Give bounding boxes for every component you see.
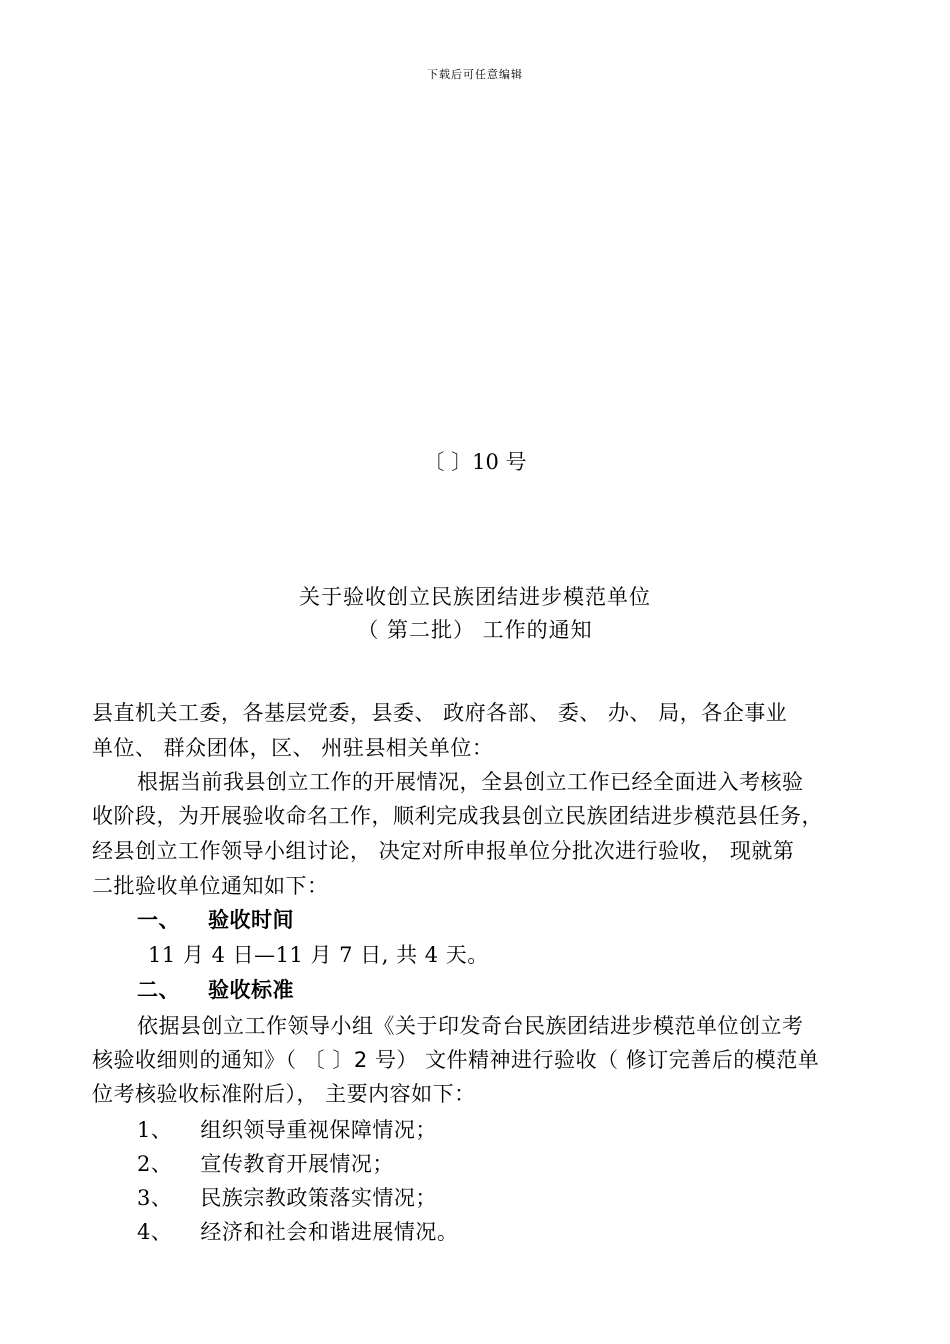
document-number: 〔 〕10 号 [423, 450, 527, 474]
list-item-text: 经济和社会和谐进展情况。 [200, 1220, 459, 1244]
list-item-number: 1、 [137, 1118, 173, 1142]
section-1-title: 验收时间 [208, 908, 294, 932]
list-item [137, 1218, 458, 1246]
page-header-note: 下载后可任意编辑 [427, 68, 523, 81]
intro-line-3: 经县创立工作领导小组讨论， 决定对所申报单位分批次进行验收， 现就第 [92, 839, 795, 863]
section-1-heading [137, 906, 294, 934]
document-title-line-2: （ 第二批） 工作的通知 [357, 618, 593, 642]
list-item-text: 宣传教育开展情况； [200, 1152, 394, 1176]
list-item-text: 民族宗教政策落实情况； [200, 1186, 437, 1210]
intro-line-1: 根据当前我县创立工作的开展情况，全县创立工作已经全面进入考核验 [137, 770, 804, 794]
list-item-number: 4、 [137, 1220, 173, 1244]
section-1-number: 一、 [137, 908, 180, 932]
list-item [137, 1116, 437, 1144]
list-item-number: 3、 [137, 1186, 173, 1210]
section-2-number: 二、 [137, 978, 180, 1002]
list-item [137, 1150, 394, 1178]
section-2-paragraph-line-1: 依据县创立工作领导小组《关于印发奇台民族团结进步模范单位创立考 [137, 1014, 804, 1038]
intro-line-2: 收阶段，为开展验收命名工作，顺利完成我县创立民族团结进步模范县任务， [92, 804, 823, 828]
list-item-number: 2、 [137, 1152, 173, 1176]
intro-line-4: 二批验收单位通知如下： [92, 874, 329, 898]
addressee-line-2: 单位、 群众团体，区、 州驻县相关单位： [92, 736, 494, 760]
section-2-paragraph-line-3: 位考核验收标准附后）， 主要内容如下： [92, 1082, 476, 1106]
list-item-text: 组织领导重视保障情况； [200, 1118, 437, 1142]
section-2-paragraph-line-2: 核验收细则的通知》（ 〔 〕2 号） 文件精神进行验收（ 修订完善后的模范单 [92, 1048, 820, 1072]
section-2-heading [137, 976, 294, 1004]
addressee-line-1: 县直机关工委，各基层党委，县委、 政府各部、 委、 办、 局，各企事业 [92, 701, 788, 725]
section-2-title: 验收标准 [208, 978, 294, 1002]
document-title-line-1: 关于验收创立民族团结进步模范单位 [299, 585, 651, 609]
section-1-content: 11 月 4 日—11 月 7 日, 共 4 天。 [148, 943, 489, 967]
list-item [137, 1184, 437, 1212]
